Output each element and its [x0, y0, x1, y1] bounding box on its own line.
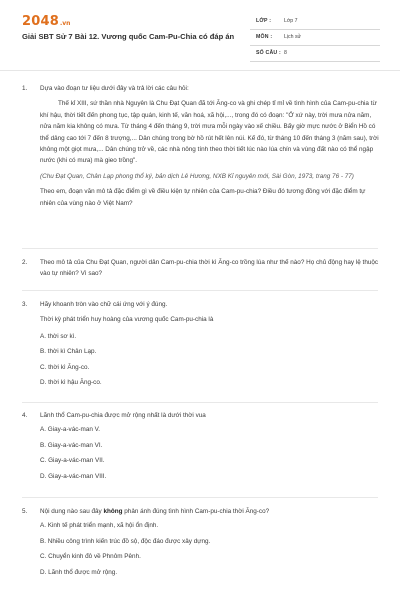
question-divider	[22, 402, 378, 403]
meta-label: MÔN :	[256, 34, 273, 40]
stem-after: phản ánh đúng tình hình Cam-pu-chia thời Ăng-co?	[122, 508, 270, 515]
question-number: 3.	[22, 301, 28, 308]
question-body	[40, 299, 382, 392]
site-logo[interactable]	[22, 14, 70, 28]
question-number: 5.	[22, 508, 28, 515]
question-body	[40, 410, 382, 486]
question-number: 1.	[22, 85, 28, 92]
source-citation: (Chu Đạt Quan, Chân Lạp phong thổ ký, bản dịch Lê Hương, NXB Kỉ nguyên mới, Sài Gòn, 1973, trang 76 - 77)	[40, 172, 354, 180]
meta-table	[250, 14, 380, 62]
option-a[interactable]: A. Giay-a-vác-man V.	[40, 426, 101, 434]
question-intro: Dựa vào đoạn tư liệu dưới đây và trả lời các câu hỏi:	[40, 85, 189, 92]
option-b[interactable]: B. Nhiều công trình kiến trúc đồ sộ, độc đáo được xây dựng.	[40, 537, 211, 545]
question-divider	[22, 290, 378, 291]
meta-label: LỚP :	[256, 18, 272, 24]
meta-label: SỐ CÂU :	[256, 50, 281, 56]
meta-value: Lịch sử	[284, 34, 302, 40]
question-stem: Thời kỳ phát triển huy hoàng của vương quốc Cam-pu-chia là	[40, 316, 214, 324]
option-c[interactable]: C. Giay-a-vác-man VII.	[40, 457, 105, 465]
question-intro: Hãy khoanh tròn vào chữ cái ứng với ý đúng.	[40, 301, 168, 308]
logo-suffix: .vn	[59, 20, 71, 27]
question-stem	[40, 506, 382, 517]
page-title: Giải SBT Sử 7 Bài 12. Vương quốc Cam-Pu-Chia có đáp án	[22, 32, 235, 41]
option-b[interactable]: B. Giay-a-vác-man VI.	[40, 441, 103, 449]
option-c[interactable]: C. thời kì Ăng-co.	[40, 363, 90, 371]
option-list	[40, 331, 382, 393]
option-d[interactable]: D. Giay-a-vác-man VIII.	[40, 472, 107, 480]
meta-row-count	[250, 46, 380, 62]
header-divider	[0, 70, 400, 71]
question-stem: Lãnh thổ Cam-pu-chia được mở rộng nhất là dưới thời vua	[40, 412, 206, 419]
option-a[interactable]: A. thời sơ kì.	[40, 332, 77, 340]
question-body	[40, 506, 382, 582]
meta-value: Lớp 7	[284, 18, 298, 24]
meta-value: 8	[284, 50, 287, 56]
option-a[interactable]: A. Kinh tế phát triển mạnh, xã hội ổn định.	[40, 522, 159, 530]
question-body	[40, 257, 382, 280]
option-list	[40, 424, 382, 486]
question-ask: Theo em, đoạn văn mô tả đặc điểm gì về điều kiện tự nhiên của Cam-pu-chia? Điều đó tương đồng với đặc điểm tự nhiên của vùng nào ở Việt Nam?	[40, 188, 366, 207]
source-quote: Thế kỉ XIII, sứ thần nhà Nguyên là Chu Đạt Quan đã tới Ăng-co và ghi chép tỉ mỉ về tình hình của Cam-pu-chia từ khí hậu, thời tiết đến phong tục, tập quán, kinh tế, văn hoá, xã hội,..., trong đó có đoạn: "Ở xứ này, trời mưa nửa năm, nửa năm kia không có mưa. Từ tháng 4 đến tháng 9, trời mưa mỗi ngày vào xế chiều. Bấy giờ mực nước ở Biển Hồ có thể dâng cao tới 7 đến 8 trượng,... Dân chúng trong bờ hồ rút hết lên núi. Kế đó, từ tháng 10 đến tháng 3 (năm sau), trời không một giọt mưa,... Dân chúng trở về, các nhà nông tính theo thời tiết lúc nào lúa chín và vùng đất nào có thể ngập nước (khi có mưa) mà gieo trồng".	[40, 100, 379, 165]
stem-keyword: không	[103, 508, 123, 515]
option-c[interactable]: C. Chuyển kinh đô về Phnôm Pênh.	[40, 553, 141, 561]
option-list	[40, 520, 382, 582]
option-b[interactable]: B. thời kì Chân Lạp.	[40, 348, 97, 356]
question-number: 2.	[22, 259, 28, 266]
question-text: Theo mô tả của Chu Đạt Quan, người dân Cam-pu-chia thời kì Ăng-co trồng lúa như thế nào? Họ chủ động hay lệ thuộc vào tự nhiên? Vì sao?	[40, 259, 379, 278]
option-d[interactable]: D. thời kì hậu Ăng-co.	[40, 378, 102, 386]
stem-before: Nội dung nào sau đây	[40, 508, 104, 515]
logo-text: 2048	[22, 14, 59, 29]
meta-row-class	[250, 14, 380, 30]
page-header	[0, 0, 400, 70]
question-divider	[22, 248, 378, 249]
option-d[interactable]: D. Lãnh thổ được mở rộng.	[40, 568, 118, 576]
question-body	[40, 83, 382, 209]
question-divider	[22, 497, 378, 498]
question-number: 4.	[22, 412, 28, 419]
meta-row-subject	[250, 30, 380, 46]
